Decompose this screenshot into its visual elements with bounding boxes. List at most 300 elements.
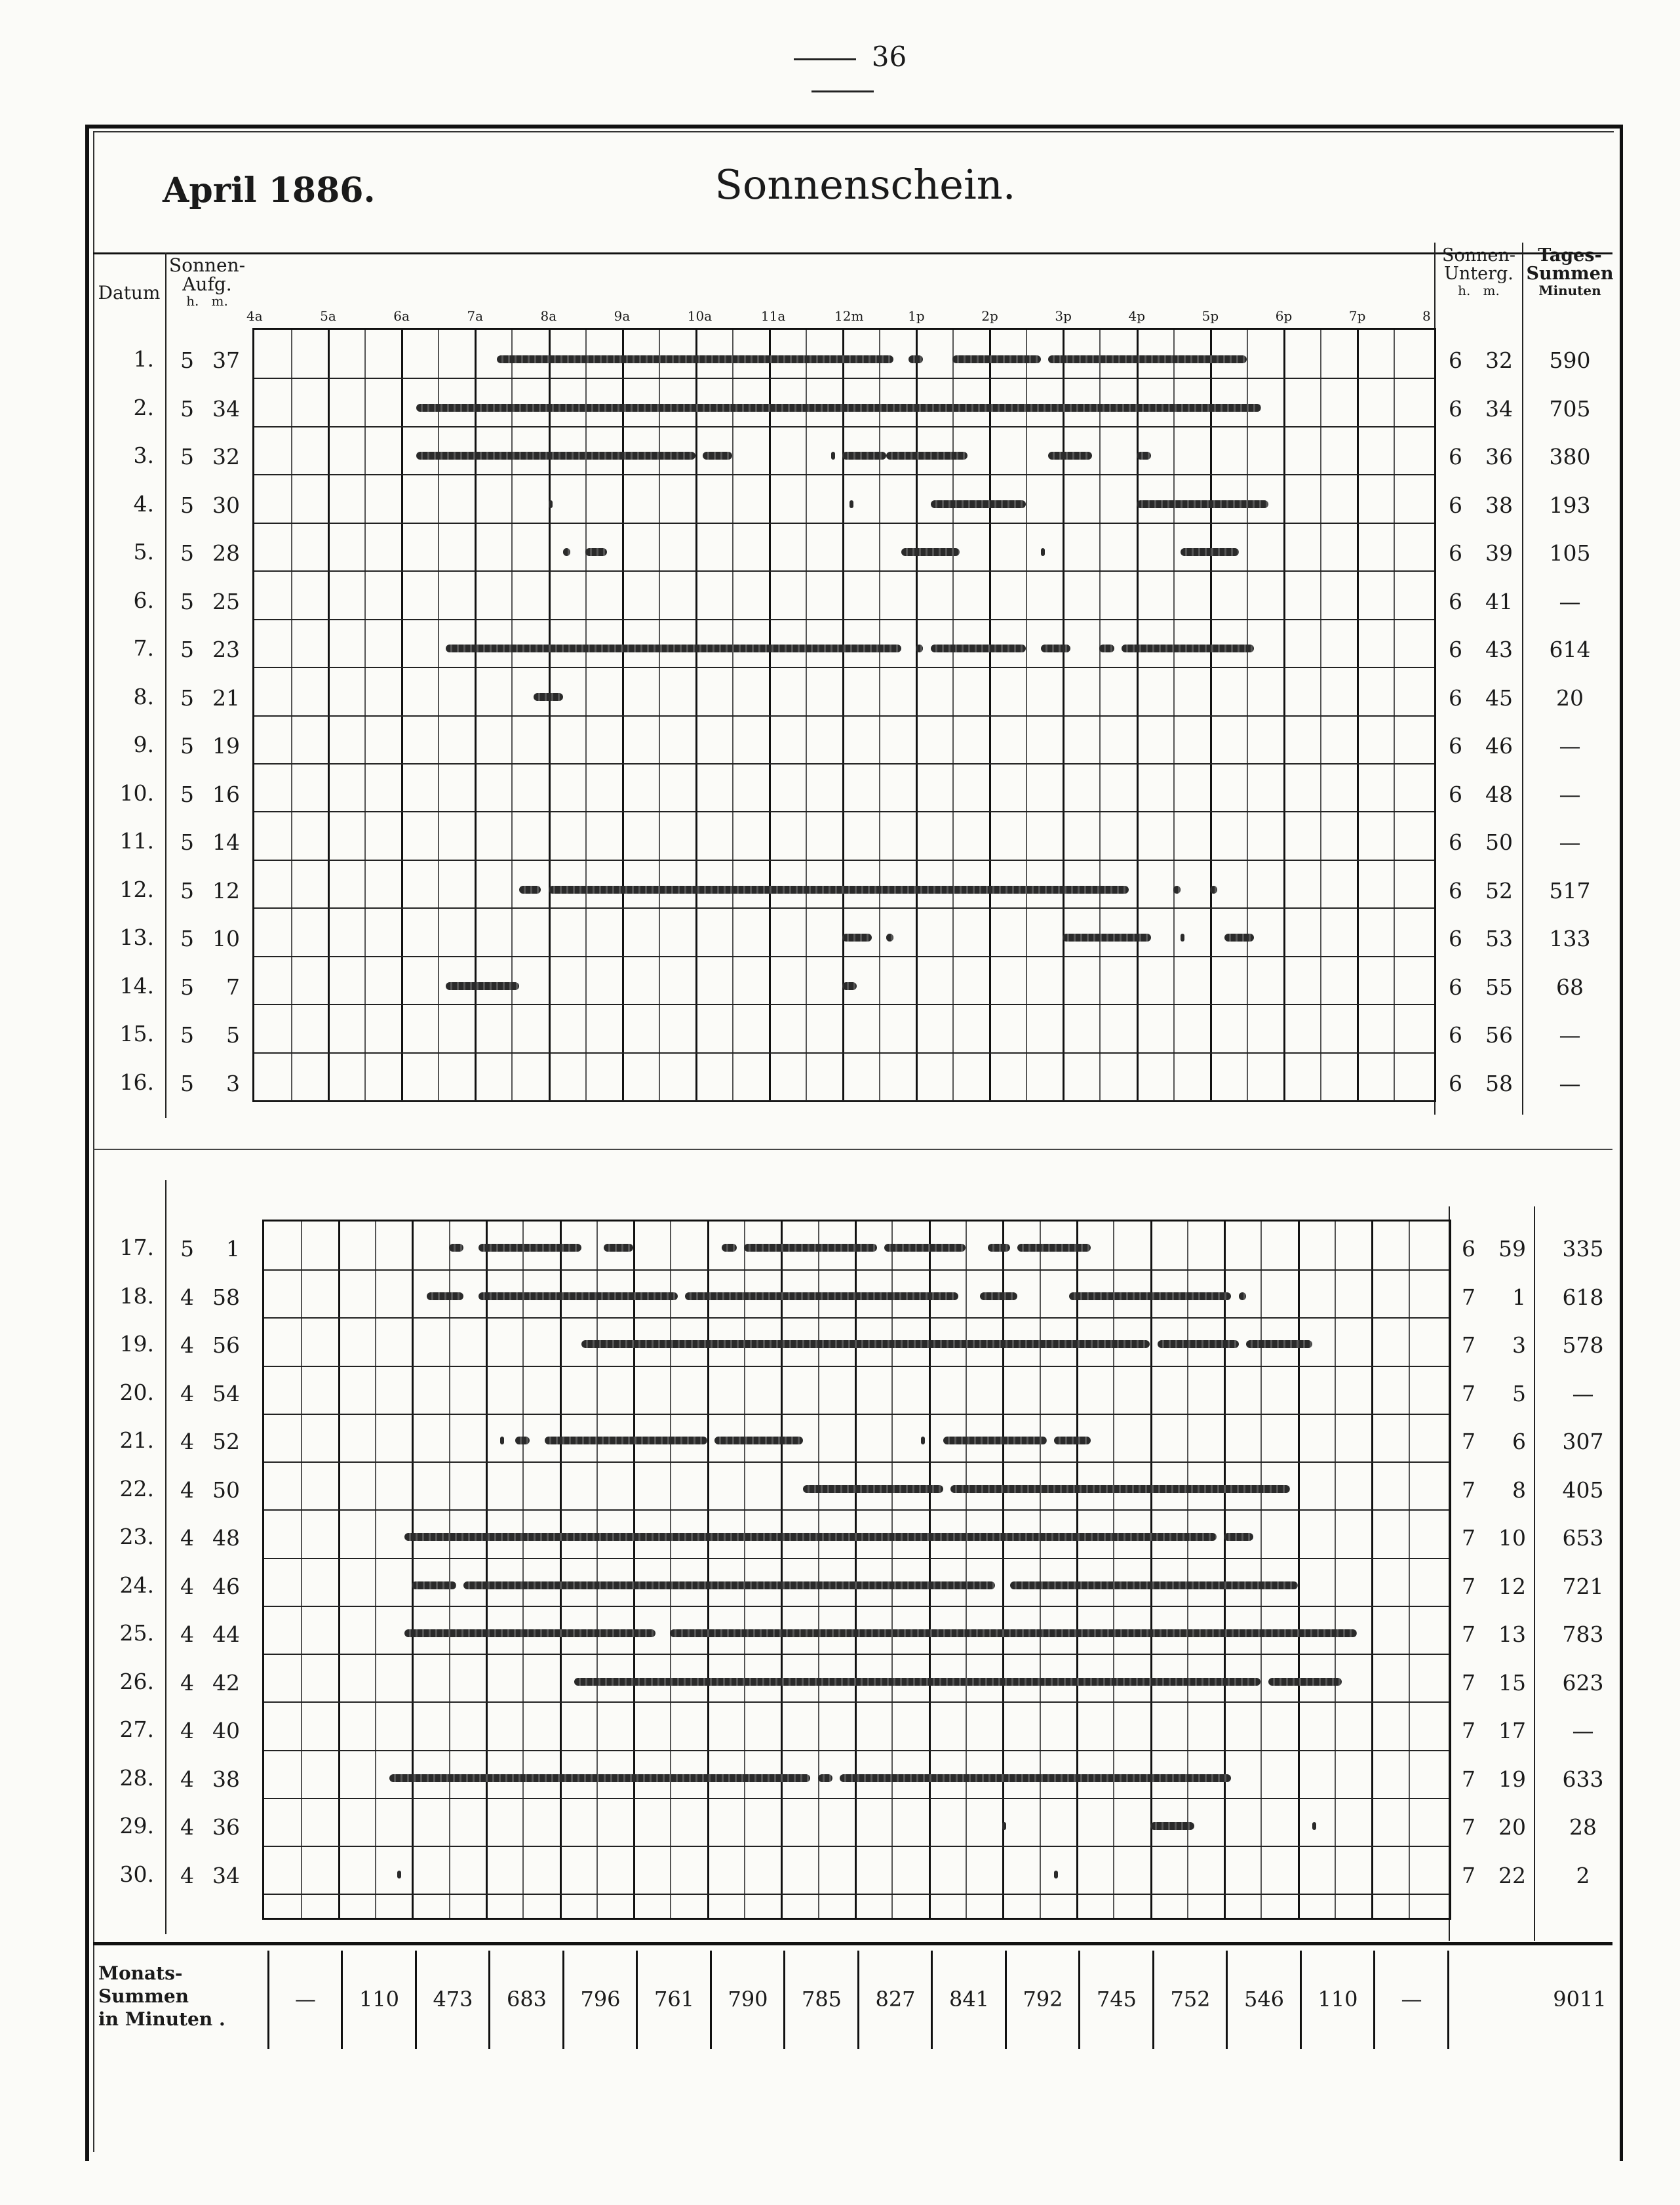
- row-aufg-h: 4: [180, 1766, 194, 1792]
- sunshine-trace: [840, 1774, 1231, 1782]
- footer-month-sum: 752: [1170, 1987, 1211, 2012]
- row-tages-summe: —: [1559, 588, 1581, 614]
- row-gridline: [254, 474, 1434, 475]
- sunshine-trace: [931, 645, 1026, 652]
- time-tick-label: 12m: [834, 308, 864, 324]
- sunshine-trace: [818, 1774, 833, 1782]
- row-tages-summe: 105: [1549, 540, 1591, 566]
- time-tick-label: 7a: [467, 308, 484, 324]
- footer-month-sum: 110: [1318, 1987, 1358, 2012]
- time-tick-label: 7p: [1348, 308, 1366, 324]
- row-datum: 10.: [119, 780, 154, 806]
- hour-gridline: [560, 1222, 562, 1918]
- header-sonnen-unterg-label: Sonnen- Unterg.: [1441, 245, 1516, 285]
- sunshine-trace: [722, 1244, 737, 1252]
- row-unterg-m: 17: [1498, 1718, 1526, 1743]
- row-unterg-h: 7: [1462, 1814, 1475, 1840]
- sunshine-trace: [1239, 1292, 1246, 1300]
- hour-gridline: [929, 1222, 931, 1918]
- footer-col-sep: [267, 1951, 269, 2049]
- time-tick-label: 8a: [540, 308, 557, 324]
- sunshine-trace: [1041, 645, 1070, 652]
- footer-month-sum: 827: [875, 1987, 916, 2012]
- sunshine-trace: [1017, 1244, 1091, 1252]
- row-gridline: [264, 1894, 1449, 1895]
- row-unterg-m: 19: [1498, 1766, 1526, 1792]
- row-aufg-m: 36: [212, 1814, 240, 1840]
- row-datum: 19.: [119, 1331, 154, 1357]
- row-unterg-m: 48: [1485, 781, 1513, 807]
- row-tages-summe: 517: [1549, 877, 1591, 904]
- row-aufg-h: 4: [180, 1477, 194, 1503]
- half-hour-gridline: [1113, 1222, 1114, 1918]
- row-gridline: [264, 1701, 1449, 1703]
- sunshine-trace: [515, 1437, 530, 1444]
- row-tages-summe: 721: [1562, 1573, 1604, 1599]
- row-aufg-h: 4: [180, 1669, 194, 1696]
- row-datum: 28.: [119, 1764, 154, 1791]
- row-datum: 23.: [119, 1524, 154, 1549]
- sunshine-trace: [842, 452, 886, 460]
- sunshine-trace: [404, 1533, 1217, 1541]
- time-tick-label: 6a: [393, 308, 410, 324]
- row-unterg-m: 59: [1498, 1236, 1526, 1261]
- row-datum: 2.: [133, 394, 154, 420]
- row-tages-summe: 618: [1562, 1284, 1604, 1310]
- row-datum: 17.: [119, 1235, 154, 1260]
- row-aufg-m: 25: [212, 588, 240, 614]
- row-unterg-m: 55: [1485, 974, 1513, 1000]
- row-aufg-m: 34: [212, 1862, 240, 1888]
- row-aufg-h: 5: [180, 1022, 194, 1048]
- hour-gridline: [855, 1222, 857, 1918]
- time-tick-label: 5p: [1201, 308, 1219, 324]
- row-aufg-m: 42: [212, 1669, 240, 1696]
- row-aufg-m: 46: [212, 1573, 240, 1599]
- footer-month-sum: 473: [433, 1987, 473, 2012]
- row-gridline: [254, 378, 1434, 379]
- row-datum: 6.: [133, 587, 154, 613]
- sunshine-trace: [1150, 1822, 1195, 1830]
- sunshine-trace: [744, 1244, 877, 1252]
- row-unterg-m: 36: [1485, 444, 1513, 469]
- row-datum: 3.: [133, 443, 154, 468]
- row-tages-summe: 783: [1562, 1621, 1604, 1647]
- row-datum: 8.: [133, 683, 154, 709]
- row-aufg-h: 4: [180, 1621, 194, 1647]
- sunshine-trace: [427, 1292, 463, 1300]
- row-gridline: [254, 570, 1434, 572]
- half-hour-gridline: [1409, 1222, 1410, 1918]
- sunshine-trace: [479, 1244, 582, 1252]
- row-aufg-h: 4: [180, 1573, 194, 1599]
- sunshine-trace: [1181, 934, 1184, 942]
- row-unterg-h: 7: [1462, 1621, 1475, 1647]
- row-unterg-m: 13: [1498, 1621, 1526, 1647]
- row-aufg-h: 4: [180, 1284, 194, 1310]
- row-unterg-h: 6: [1449, 829, 1462, 855]
- row-aufg-h: 4: [180, 1862, 194, 1888]
- row-aufg-m: 28: [212, 540, 240, 566]
- row-aufg-m: 34: [212, 395, 240, 422]
- sunshine-trace: [1158, 1340, 1239, 1348]
- row-unterg-m: 12: [1498, 1573, 1526, 1599]
- sunshine-trace: [1181, 548, 1240, 556]
- row-unterg-h: 7: [1462, 1718, 1475, 1743]
- row-unterg-m: 5: [1512, 1380, 1526, 1406]
- sunshine-trace: [714, 1437, 803, 1444]
- row-datum: 16.: [119, 1069, 154, 1095]
- sunshine-trace: [831, 452, 835, 460]
- row-aufg-h: 5: [180, 637, 194, 662]
- row-unterg-h: 7: [1462, 1380, 1475, 1406]
- footer-month-sum: 683: [506, 1987, 547, 2012]
- sunshine-trace: [581, 1340, 1150, 1348]
- header-tages-summen-label: Tages- Summen: [1526, 245, 1614, 285]
- sunshine-trace: [1063, 934, 1151, 942]
- half-hour-gridline: [744, 1222, 745, 1918]
- row-unterg-m: 46: [1485, 733, 1513, 759]
- row-tages-summe: 307: [1562, 1429, 1604, 1454]
- row-aufg-h: 5: [180, 348, 194, 373]
- half-hour-gridline: [670, 1222, 671, 1918]
- row-unterg-m: 58: [1485, 1070, 1513, 1096]
- row-tages-summe: 335: [1562, 1236, 1604, 1261]
- hour-gridline: [412, 1222, 414, 1918]
- row-aufg-m: 10: [212, 926, 240, 951]
- page-number: 36: [754, 41, 931, 105]
- row-aufg-h: 4: [180, 1718, 194, 1743]
- row-unterg-h: 6: [1449, 395, 1462, 422]
- row-tages-summe: 653: [1562, 1525, 1604, 1551]
- sunshine-trace: [943, 1437, 1047, 1444]
- row-aufg-m: 3: [226, 1070, 240, 1096]
- row-aufg-h: 5: [180, 829, 194, 855]
- row-tages-summe: —: [1559, 733, 1581, 759]
- row-aufg-m: 21: [212, 685, 240, 711]
- row-gridline: [254, 523, 1434, 524]
- footer-month-sum: 792: [1023, 1987, 1063, 2012]
- half-hour-gridline: [596, 1222, 598, 1918]
- row-aufg-h: 5: [180, 1070, 194, 1096]
- row-aufg-m: 44: [212, 1621, 240, 1647]
- row-aufg-m: 7: [226, 974, 240, 1000]
- row-unterg-h: 6: [1449, 877, 1462, 904]
- row-aufg-m: 19: [212, 733, 240, 759]
- half-hour-gridline: [1335, 1222, 1336, 1918]
- row-unterg-h: 6: [1449, 781, 1462, 807]
- half-hour-gridline: [522, 1222, 524, 1918]
- row-aufg-m: 23: [212, 637, 240, 662]
- row-aufg-m: 37: [212, 348, 240, 373]
- sunshine-trace: [1173, 886, 1181, 894]
- hour-gridline: [633, 1222, 635, 1918]
- row-unterg-h: 7: [1462, 1284, 1475, 1310]
- row-gridline: [264, 1366, 1449, 1367]
- row-aufg-m: 56: [212, 1332, 240, 1358]
- sunshine-trace: [1054, 1871, 1058, 1878]
- row-unterg-m: 56: [1485, 1022, 1513, 1048]
- row-unterg-h: 6: [1449, 974, 1462, 1000]
- row-gridline: [264, 1461, 1449, 1463]
- row-datum: 25.: [119, 1620, 154, 1646]
- time-tick-label: 4p: [1128, 308, 1146, 324]
- row-datum: 14.: [119, 972, 154, 999]
- footer-col-sep: [1447, 1951, 1449, 2049]
- footer-month-sum: 110: [359, 1987, 400, 2012]
- sunshine-trace: [1069, 1292, 1232, 1300]
- row-unterg-m: 1: [1512, 1284, 1526, 1310]
- hour-gridline: [1002, 1222, 1004, 1918]
- row-unterg-h: 6: [1449, 588, 1462, 614]
- row-unterg-m: 41: [1485, 588, 1513, 614]
- row-tages-summe: 633: [1562, 1766, 1604, 1792]
- row-unterg-h: 6: [1449, 733, 1462, 759]
- row-gridline: [264, 1750, 1449, 1751]
- sunshine-trace: [549, 500, 553, 508]
- sunshine-trace: [1224, 1533, 1253, 1541]
- sunshine-trace: [416, 452, 695, 460]
- row-aufg-h: 5: [180, 588, 194, 614]
- half-hour-gridline: [301, 1222, 302, 1918]
- row-aufg-h: 5: [180, 926, 194, 951]
- time-tick-label: 8: [1422, 308, 1431, 324]
- row-aufg-h: 5: [180, 444, 194, 469]
- row-aufg-h: 5: [180, 540, 194, 566]
- sunshine-trace: [884, 1244, 966, 1252]
- row-unterg-h: 6: [1449, 492, 1462, 518]
- half-hour-gridline: [818, 1222, 819, 1918]
- row-unterg-m: 50: [1485, 829, 1513, 855]
- sunshine-trace: [519, 886, 541, 894]
- sunshine-trace: [703, 452, 732, 460]
- sunshine-trace: [803, 1485, 943, 1493]
- row-aufg-h: 5: [180, 781, 194, 807]
- row-gridline: [264, 1606, 1449, 1607]
- row-gridline: [254, 907, 1434, 909]
- row-gridline: [254, 619, 1434, 620]
- sunshine-trace: [500, 1437, 504, 1444]
- footer-label: Monats-Summen in Minuten .: [98, 1962, 225, 2030]
- half-hour-gridline: [1187, 1222, 1188, 1918]
- half-hour-gridline: [891, 1222, 893, 1918]
- sunshine-trace: [1054, 1437, 1091, 1444]
- row-aufg-m: 52: [212, 1429, 240, 1454]
- sunshine-trace: [1010, 1581, 1298, 1589]
- row-unterg-m: 39: [1485, 540, 1513, 566]
- row-aufg-h: 5: [180, 877, 194, 904]
- row-tages-summe: 133: [1549, 926, 1591, 951]
- footer-month-sum: 796: [580, 1987, 621, 2012]
- footer-month-sum: 790: [728, 1987, 768, 2012]
- sunshine-trace: [1041, 548, 1045, 556]
- time-tick-label: 1p: [908, 308, 925, 324]
- row-unterg-m: 52: [1485, 877, 1513, 904]
- col-sep-datum: [165, 252, 166, 1118]
- sunshine-trace: [404, 1629, 655, 1637]
- row-datum: 12.: [119, 876, 154, 902]
- row-aufg-h: 4: [180, 1380, 194, 1406]
- row-aufg-m: 48: [212, 1525, 240, 1551]
- header-aufg-units: h. m.: [186, 292, 228, 309]
- row-aufg-h: 5: [180, 1236, 194, 1261]
- footer-month-sum: 785: [801, 1987, 842, 2012]
- sunshine-trace: [449, 1244, 464, 1252]
- row-datum: 22.: [119, 1475, 154, 1501]
- row-datum: 13.: [119, 924, 154, 950]
- time-tick-label: 5a: [320, 308, 336, 324]
- row-unterg-m: 6: [1512, 1429, 1526, 1454]
- sunshine-trace: [921, 1437, 925, 1444]
- sunshine-trace: [534, 693, 563, 701]
- row-gridline: [254, 811, 1434, 812]
- hour-gridline: [707, 1222, 709, 1918]
- row-aufg-m: 14: [212, 829, 240, 855]
- row-aufg-h: 5: [180, 733, 194, 759]
- row-datum: 18.: [119, 1282, 154, 1309]
- row-unterg-m: 22: [1498, 1862, 1526, 1888]
- footer-month-sum: —: [1401, 1987, 1422, 2012]
- header-datum: Datum: [98, 282, 161, 304]
- row-gridline: [264, 1558, 1449, 1559]
- hour-gridline: [1150, 1222, 1152, 1918]
- row-unterg-h: 7: [1462, 1332, 1475, 1358]
- time-tick-label: 2p: [981, 308, 998, 324]
- row-aufg-m: 12: [212, 877, 240, 904]
- row-datum: 27.: [119, 1717, 154, 1742]
- row-gridline: [254, 956, 1434, 957]
- row-aufg-m: 30: [212, 492, 240, 518]
- header-tages-units: Minuten: [1538, 282, 1601, 298]
- time-tick-label: 4a: [246, 308, 263, 324]
- sunshine-trace: [1099, 645, 1114, 652]
- row-unterg-h: 7: [1462, 1429, 1475, 1454]
- sunshine-trace: [1048, 355, 1247, 363]
- header-tages-summen: [1524, 247, 1616, 298]
- time-tick-label: 6p: [1275, 308, 1293, 324]
- sunshine-trace: [574, 1678, 1260, 1686]
- row-gridline: [254, 860, 1434, 861]
- sunshine-trace: [549, 886, 1129, 894]
- row-tages-summe: 578: [1562, 1332, 1604, 1358]
- hour-gridline: [338, 1222, 340, 1918]
- row-tages-summe: 705: [1549, 395, 1591, 422]
- sunshine-trace: [1268, 1678, 1342, 1686]
- row-unterg-h: 6: [1449, 540, 1462, 566]
- half-hour-gridline: [449, 1222, 450, 1918]
- header-sonnen-aufg-label: Sonnen- Aufg.: [168, 254, 246, 296]
- row-tages-summe: 405: [1562, 1477, 1604, 1503]
- row-unterg-h: 7: [1462, 1573, 1475, 1599]
- row-datum: 24.: [119, 1572, 154, 1598]
- row-gridline: [264, 1414, 1449, 1415]
- hour-gridline: [486, 1222, 488, 1918]
- row-unterg-m: 20: [1498, 1814, 1526, 1840]
- row-gridline: [254, 667, 1434, 668]
- row-tages-summe: 380: [1549, 444, 1591, 469]
- row-datum: 7.: [133, 635, 154, 661]
- row-gridline: [264, 1798, 1449, 1799]
- sunshine-trace: [1002, 1822, 1006, 1830]
- sunshine-trace: [1210, 886, 1217, 894]
- sunshine-trace: [850, 500, 853, 508]
- sunshine-grid-bottom: [262, 1220, 1451, 1920]
- row-datum: 29.: [119, 1813, 154, 1838]
- row-datum: 9.: [133, 732, 154, 757]
- row-aufg-h: 4: [180, 1525, 194, 1551]
- row-aufg-h: 4: [180, 1332, 194, 1358]
- row-aufg-m: 40: [212, 1718, 240, 1743]
- row-unterg-m: 34: [1485, 395, 1513, 422]
- row-datum: 15.: [119, 1021, 154, 1046]
- sunshine-trace: [604, 1244, 633, 1252]
- sunshine-trace: [1137, 500, 1269, 508]
- row-tages-summe: —: [1559, 1070, 1581, 1096]
- hour-gridline: [1371, 1222, 1373, 1918]
- sunshine-trace: [389, 1774, 810, 1782]
- footer-total: 9011: [1553, 1987, 1607, 2012]
- hour-gridline: [781, 1222, 783, 1918]
- header-unterg-units: h. m.: [1458, 282, 1500, 298]
- sunshine-trace: [685, 1292, 958, 1300]
- sunshine-trace: [988, 1244, 1010, 1252]
- sunshine-trace: [1224, 934, 1254, 942]
- row-unterg-h: 7: [1462, 1669, 1475, 1696]
- sunshine-trace: [1122, 645, 1254, 652]
- row-tages-summe: —: [1559, 1022, 1581, 1048]
- row-tages-summe: 623: [1562, 1669, 1604, 1696]
- row-aufg-m: 16: [212, 781, 240, 807]
- footer-month-sum: —: [295, 1987, 316, 2012]
- row-unterg-m: 8: [1512, 1477, 1526, 1503]
- sunshine-trace: [886, 452, 967, 460]
- row-unterg-m: 3: [1512, 1332, 1526, 1358]
- sunshine-trace: [563, 548, 570, 556]
- row-tages-summe: —: [1572, 1718, 1594, 1743]
- time-tick-label: 11a: [760, 308, 786, 324]
- row-unterg-h: 6: [1449, 637, 1462, 662]
- footer-month-sum: 745: [1096, 1987, 1137, 2012]
- sunshine-trace: [842, 982, 857, 990]
- hour-gridline: [1224, 1222, 1226, 1918]
- row-unterg-m: 53: [1485, 926, 1513, 951]
- sunshine-trace: [931, 500, 1026, 508]
- hour-gridline: [1298, 1222, 1300, 1918]
- row-datum: 20.: [119, 1379, 154, 1405]
- row-aufg-h: 5: [180, 685, 194, 711]
- sunshine-trace: [479, 1292, 678, 1300]
- col-sep-summe-2: [1534, 1206, 1535, 1941]
- sheet-title: Sonnenschein.: [714, 161, 1016, 209]
- row-aufg-m: 38: [212, 1766, 240, 1792]
- row-gridline: [254, 763, 1434, 765]
- hour-gridline: [1076, 1222, 1078, 1918]
- sunshine-trace: [446, 982, 519, 990]
- sunshine-trace: [412, 1581, 456, 1589]
- row-tages-summe: 193: [1549, 492, 1591, 518]
- row-datum: 5.: [133, 539, 154, 565]
- sunshine-trace: [670, 1629, 1356, 1637]
- row-unterg-h: 6: [1449, 1022, 1462, 1048]
- row-tages-summe: —: [1559, 781, 1581, 807]
- row-datum: 4.: [133, 490, 154, 517]
- half-hour-gridline: [1260, 1222, 1262, 1918]
- row-datum: 26.: [119, 1668, 154, 1694]
- row-tages-summe: —: [1572, 1380, 1594, 1406]
- header-rule: [93, 252, 1612, 254]
- footer-month-sum: 546: [1243, 1987, 1285, 2012]
- sunshine-trace: [908, 355, 923, 363]
